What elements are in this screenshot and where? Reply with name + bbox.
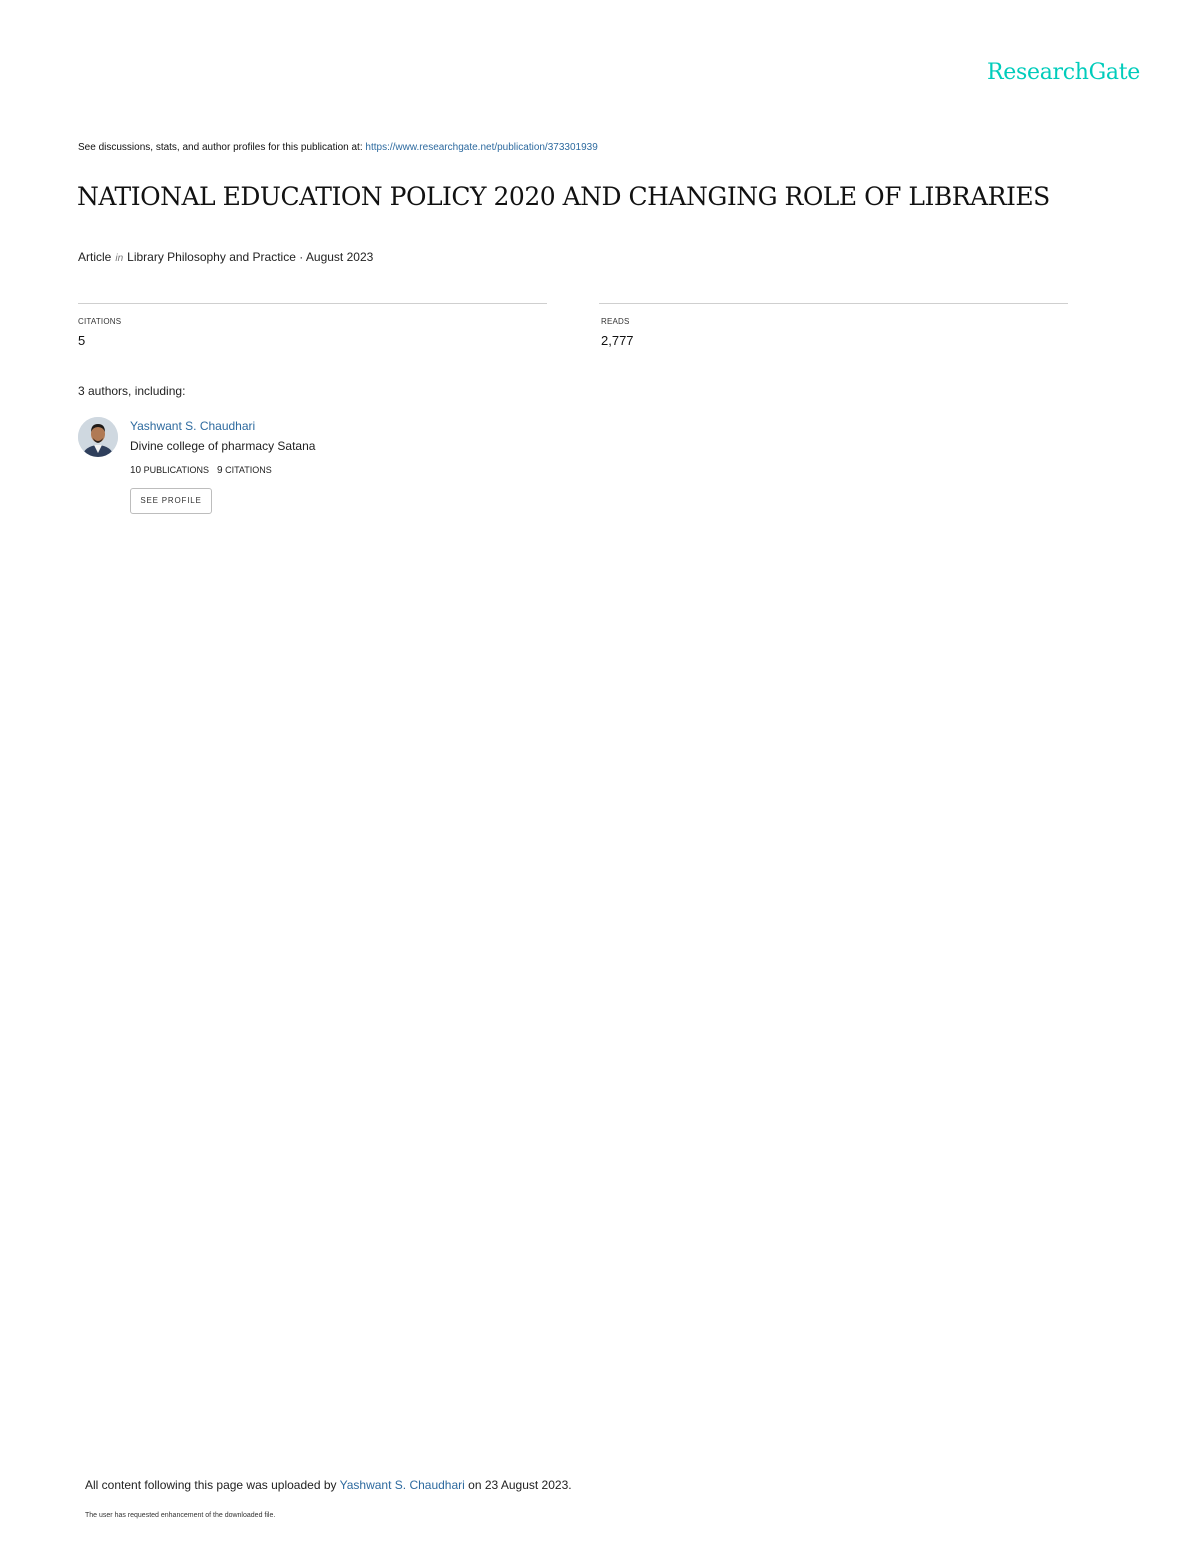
avatar-photo-icon [78,417,118,457]
publication-title: NATIONAL EDUCATION POLICY 2020 AND CHANGING ROLE OF LIBRARIES [77,182,1050,211]
author-citations-label: CITATIONS [225,465,272,475]
divider-right [599,303,1068,304]
enhancement-note: The user has requested enhancement of the downloaded file. [85,1512,276,1519]
publication-link[interactable]: https://www.researchgate.net/publication/373301939 [365,142,598,153]
publication-type: Article [78,250,112,264]
citations-label: CITATIONS [78,317,122,326]
see-profile-button[interactable]: SEE PROFILE [130,488,212,514]
reads-label: READS [601,317,630,326]
uploader-link[interactable]: Yashwant S. Chaudhari [339,1478,465,1492]
citations-value: 5 [78,333,86,348]
discussion-prefix: See discussions, stats, and author profiles for this publication at: [78,142,366,153]
author-citations-count: 9 [217,465,223,476]
discussion-line [78,142,598,153]
upload-suffix: on 23 August 2023. [464,1478,572,1492]
upload-prefix: All content following this page was uploaded by [85,1478,340,1492]
researchgate-logo[interactable]: ResearchGate [987,60,1140,85]
author-avatar[interactable] [78,417,118,457]
divider-left [78,303,547,304]
author-publications-label: PUBLICATIONS [143,465,209,475]
in-word: in [115,253,124,264]
authors-heading: 3 authors, including: [78,384,186,398]
author-name-link[interactable]: Yashwant S. Chaudhari [130,419,256,433]
journal-and-date: Library Philosophy and Practice · August 2023 [127,250,374,264]
author-publications-count: 10 [130,465,142,476]
reads-value: 2,777 [601,333,634,348]
author-stats [130,465,272,476]
publication-meta [78,250,373,264]
upload-notice [85,1478,572,1492]
author-institution: Divine college of pharmacy Satana [130,439,316,453]
